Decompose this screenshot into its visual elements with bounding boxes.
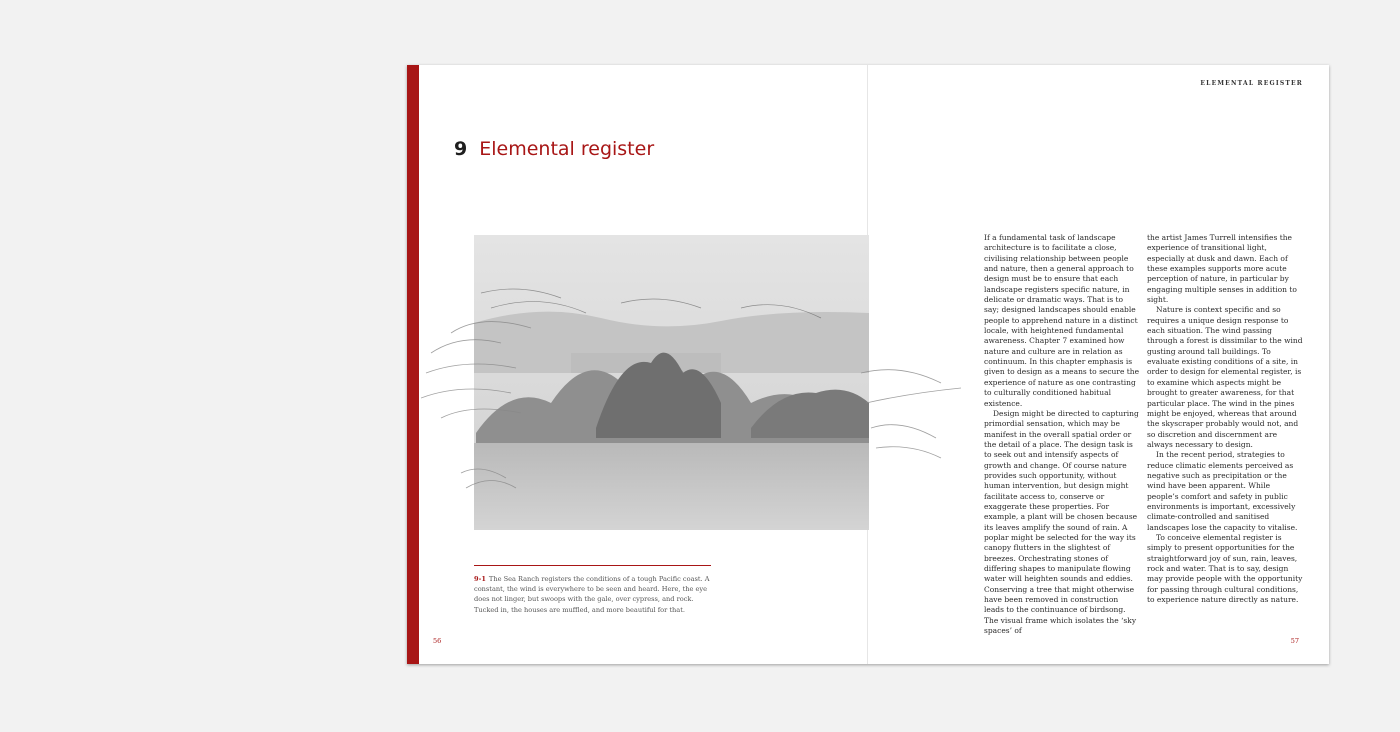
chapter-number: 9 xyxy=(454,138,468,160)
paragraph: the artist James Turrell intensifies the experience of transitional light, especially at dusk and dawn. Each of these examples supports more acute perception of nature, in particular by engaging multiple senses in addition to sight. xyxy=(1147,233,1297,305)
paragraph: Design might be directed to capturing primordial sensation, which may be manifest in the overall spatial order or the detail of a place. The design task is to seek out and intensify aspects of growth and change. Of course nature provides such opportunity, without human intervention, but design might facilitate access to, conserve or exaggerate these properties. For example, a plant will be chosen because its leaves amplify the sound of rain. A poplar might be selected for the way its canopy flutters in the slightest of breezes. Orchestrating stones of differing shapes to manipulate flowing water will heighten sounds and eddies. Conserving a tree that might otherwise have been removed in construction leads to the continuance of birdsong. The visual frame which isolates the ‘sky spaces’ of xyxy=(984,408,1139,636)
book-spread xyxy=(407,65,1329,664)
caption-text: The Sea Ranch registers the conditions of a tough Pacific coast. A constant, the wind is everywhere to be seen and heard. Here, the eye does not linger, but swoops with the gale, over cypress, and rock. Tucked in, the houses are muffled, and more beautiful for that. xyxy=(474,575,710,614)
paragraph: If a fundamental task of landscape architecture is to facilitate a close, civilising relationship between people and nature, then a general approach to design must be to ensure that each landscape registers specific nature, in delicate or dramatic ways. That is to say; designed landscapes should enable people to apprehend nature in a distinct locale, with heightened fundamental awareness. Chapter 7 examined how nature and culture are in relation as continuum. In this chapter emphasis is given to design as a means to secure the experience of nature as one contrasting to culturally conditioned habitual existence. xyxy=(984,233,1140,408)
body-column-2 xyxy=(1147,233,1303,605)
figure-caption xyxy=(474,574,714,615)
folio-right: 57 xyxy=(1290,637,1299,645)
chapter-title: Elemental register xyxy=(479,138,655,160)
paragraph: Nature is context specific and so requires a unique design response to each situation. The wind passing through a forest is dissimilar to the wind gusting around tall buildings. To evaluate existing conditions of a site, in order to design for elemental register, is to examine which aspects might be brought to greater awareness, for that particular place. The wind in the pines might be enjoyed, whereas that around the skyscraper probably would not, and so discretion and discernment are always necessary to design. xyxy=(1147,305,1303,449)
caption-label: 9-1 xyxy=(474,575,486,583)
paragraph: In the recent period, strategies to reduce climatic elements perceived as negative such as precipitation or the wind have been apparent. While people’s comfort and safety in public environments is important, excessively climate-controlled and sanitised landscapes lose the capacity to vitalise. xyxy=(1147,450,1298,532)
sketch-figure xyxy=(421,233,971,533)
paragraph: To conceive elemental register is simply to present opportunities for the straightforward joy of sun, rain, leaves, rock and water. That is to say, design may provide people with the opportunity for passing through cultural conditions, to experience nature directly as nature. xyxy=(1147,532,1303,605)
folio-left: 56 xyxy=(433,637,442,645)
body-column-1 xyxy=(984,233,1140,636)
chapter-heading xyxy=(454,138,654,160)
spine-accent-bar xyxy=(407,65,419,664)
running-head: ELEMENTAL REGISTER xyxy=(1200,80,1303,87)
caption-rule xyxy=(474,565,711,566)
